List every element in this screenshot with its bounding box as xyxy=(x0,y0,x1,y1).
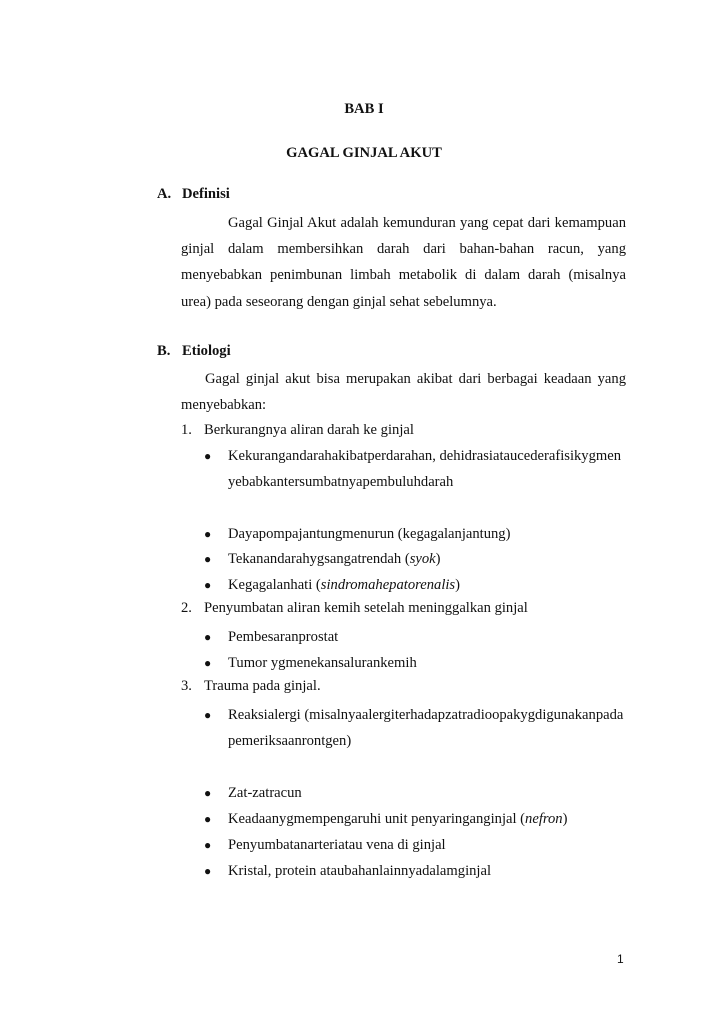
bullet-text: Keadaanygmempengaruhi unit penyaringanginjal (nefron) xyxy=(228,811,568,827)
section-a-heading xyxy=(157,186,230,203)
bullet-text: Tumor ygmenekansalurankemih xyxy=(228,655,417,671)
bullet-icon: ● xyxy=(204,786,212,800)
list-item-label: Berkurangnya aliran darah ke ginjal xyxy=(204,422,414,438)
bullet-item xyxy=(204,572,627,598)
bullet-text: Reaksialergi (misalnyaalergiterhadapzatradioopakygdigunakanpadapemeriksaanrontgen) xyxy=(228,707,624,750)
section-b-heading xyxy=(157,343,231,360)
bullet-item xyxy=(204,624,627,650)
bullet-emphasis: nefron xyxy=(525,811,563,827)
section-b-paragraph: Gagal ginjal akut bisa merupakan akibat dari berbagai keadaan yang menyebabkan: xyxy=(181,371,626,414)
bullet-icon: ● xyxy=(204,449,212,463)
bullet-emphasis: sindromahepatorenalis xyxy=(320,577,456,593)
bullet-icon: ● xyxy=(204,812,212,826)
list-item-number: 2. xyxy=(181,600,192,616)
section-a-title: Definisi xyxy=(182,186,230,202)
list-item-number: 1. xyxy=(181,422,192,438)
bullet-text: Kristal, protein ataubahanlainnyadalamginjal xyxy=(228,863,492,879)
bullet-item xyxy=(204,806,627,832)
bullet-icon: ● xyxy=(204,527,212,541)
section-a-letter: A. xyxy=(157,186,172,202)
bullet-text: Tekanandarahygsangatrendah (syok) xyxy=(228,551,441,567)
section-b-letter: B. xyxy=(157,343,171,359)
list-item-1 xyxy=(181,422,414,439)
bullet-text: Kegagalanhati (sindromahepatorenalis) xyxy=(228,577,460,593)
bullet-icon: ● xyxy=(204,578,212,592)
bullet-icon: ● xyxy=(204,630,212,644)
bullet-item xyxy=(204,780,627,806)
list-item-2 xyxy=(181,600,528,617)
bullet-text: Kekurangandarahakibatperdarahan, dehidrasiataucederafisikygmenyebabkantersumbatnyapembuluhdarah xyxy=(228,448,622,491)
bullet-icon: ● xyxy=(204,552,212,566)
bullet-icon: ● xyxy=(204,708,212,722)
section-b-title: Etiologi xyxy=(182,343,231,359)
bullet-item xyxy=(204,858,627,884)
section-a-paragraph: Gagal Ginjal Akut adalah kemunduran yang cepat dari kemampuan ginjal dalam membersihkan darah dari bahan-bahan racun, yang menyebabkan penimbunan limbah metabolik di dalam darah (misalnya urea) pada seseorang dengan ginjal sehat sebelumnya. xyxy=(181,215,626,310)
bullet-item xyxy=(204,546,627,572)
bullet-item xyxy=(204,650,627,676)
list-item-3 xyxy=(181,678,321,695)
bullet-item xyxy=(204,521,627,547)
list-item-label: Penyumbatan aliran kemih setelah meninggalkan ginjal xyxy=(204,600,528,616)
bullet-text: Zat-zatracun xyxy=(228,785,302,801)
bullet-icon: ● xyxy=(204,656,212,670)
bullet-item xyxy=(204,832,627,858)
bullet-text: Penyumbatanarteriatau vena di ginjal xyxy=(228,837,446,853)
bullet-text: Dayapompajantungmenurun (kegagalanjantung) xyxy=(228,526,511,542)
list-item-label: Trauma pada ginjal. xyxy=(204,678,321,694)
bullet-text: Pembesaranprostat xyxy=(228,629,339,645)
chapter-title: GAGAL GINJAL AKUT xyxy=(286,145,442,161)
chapter-label: BAB I xyxy=(344,101,384,117)
bullet-item xyxy=(204,443,627,495)
bullet-item xyxy=(204,702,627,754)
bullet-icon: ● xyxy=(204,864,212,878)
bullet-emphasis: syok xyxy=(409,551,436,567)
list-item-number: 3. xyxy=(181,678,192,694)
page-number: 1 xyxy=(617,952,624,966)
bullet-icon: ● xyxy=(204,838,212,852)
